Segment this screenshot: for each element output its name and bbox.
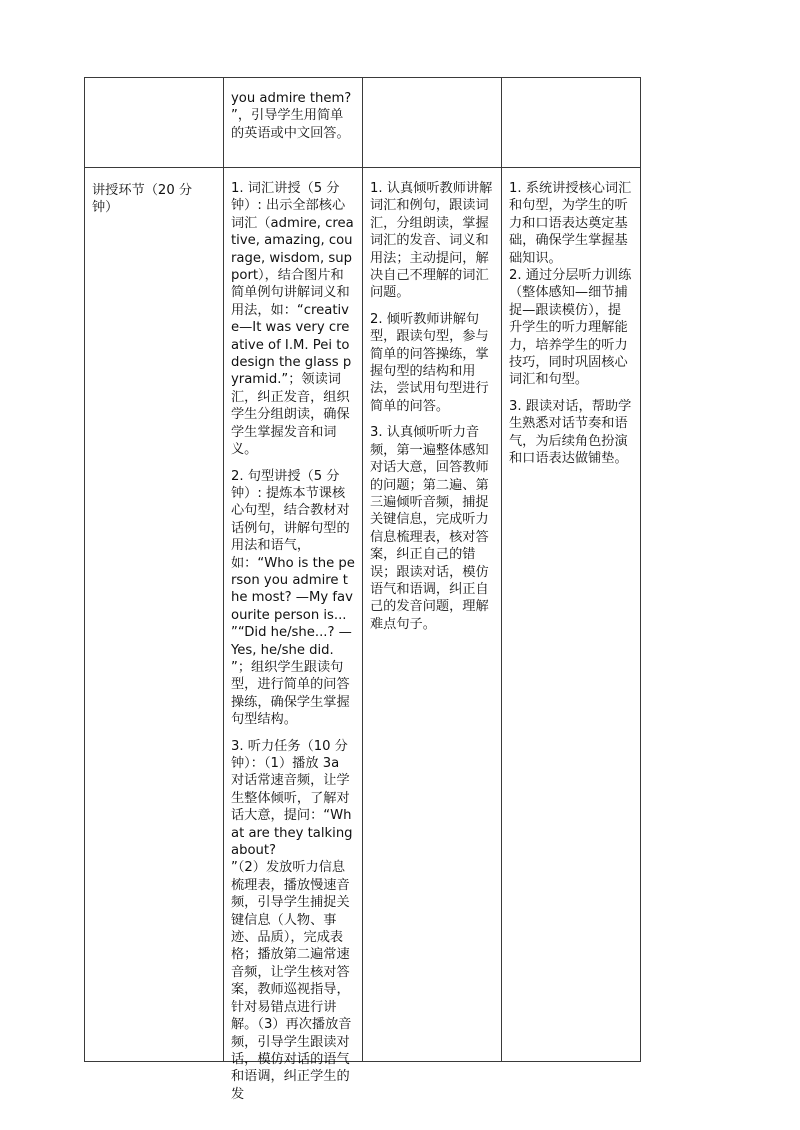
table-border-top: [84, 77, 641, 78]
design-intent-3: 3. 跟读对话，帮助学生熟悉对话节奏和语气，为后续角色扮演和口语表达做铺垫。: [509, 398, 632, 467]
student-activity-sentence-patterns: 2. 倾听教师讲解句型，跟读句型，参与简单的问答操练，掌握句型的结构和用法，尝试用句型进行简单的问答。: [370, 311, 489, 414]
table-divider-3: [501, 77, 502, 1062]
teacher-activity-listening: 3. 听力任务（10 分钟）：（1）播放 3a 对话常速音频，让学生整体倾听，了解对话大意，提问：“What are they talking about? ”（2）发放听力信息梳理表，播放慢速音频，引导学生捕捉关键信息（人物、事迹、品质），完成表格；播放第二遍常速音频，让学生核对答案，教师巡视指导，针对易错点进行讲解。（3）再次播放音频，引导学生跟读对话，模仿对话的语气和语调，纠正学生的发: [231, 738, 353, 1102]
design-intent-cell: [509, 180, 634, 468]
table-border-right: [640, 77, 641, 1062]
row1-teacher-activity-cell: you admire them? ”，引导学生用简单的英语或中文回答。: [231, 91, 352, 141]
teacher-activity-sentence-patterns: 2. 句型讲授（5 分钟）: 提炼本节课核心句型，结合教材对话例句，讲解句型的用法和语气，如：“Who is the person you admire the most? —My favourite person is... ”“Did he/she...? —Yes, he/she did. ”；组织学生跟读句型，进行简单的问答操练，确保学生掌握句型结构。: [231, 468, 355, 728]
student-activity-vocabulary: 1. 认真倾听教师讲解词汇和例句，跟读词汇，分组朗读，掌握词汇的发音、词义和用法；主动提问，解决自己不理解的词汇问题。: [370, 181, 493, 301]
teacher-activities-cell: [231, 180, 356, 1103]
table-border-bottom: [84, 1061, 641, 1062]
stage-cell: 讲授环节（20 分钟）: [92, 183, 193, 216]
teacher-activity-vocabulary: 1. 词汇讲授（5 分钟）: 出示全部核心词汇（admire, creative, amazing, courage, wisdom, support），结合图片和简单例句讲解词义和用法，如：“creative—It was very creative of I.M. Pei to design the glass pyramid.”；领读词汇，纠正发音，组织学生分组朗读，确保学生掌握发音和词义。: [231, 181, 354, 458]
table-divider-1: [223, 77, 224, 1062]
table-divider-2: [362, 77, 363, 1062]
student-activity-listening: 3. 认真倾听听力音频，第一遍整体感知对话大意，回答教师的问题；第二遍、第三遍倾听音频，捕捉关键信息，完成听力信息梳理表，核对答案，纠正自己的错误；跟读对话，模仿语气和语调，纠正自己的发音问题，理解难点句子。: [370, 425, 489, 632]
design-intent-1-2: 1. 系统讲授核心词汇和句型，为学生的听力和口语表达奠定基础，确保学生掌握基础知识。 2. 通过分层听力训练（整体感知—细节捕捉—跟读模仿），提升学生的听力理解能力，培养学生的听力技巧，同时巩固核心词汇和句型。: [509, 181, 632, 388]
table-row-divider: [84, 167, 641, 168]
table-border-left: [84, 77, 85, 1062]
student-activities-cell: [370, 180, 495, 633]
